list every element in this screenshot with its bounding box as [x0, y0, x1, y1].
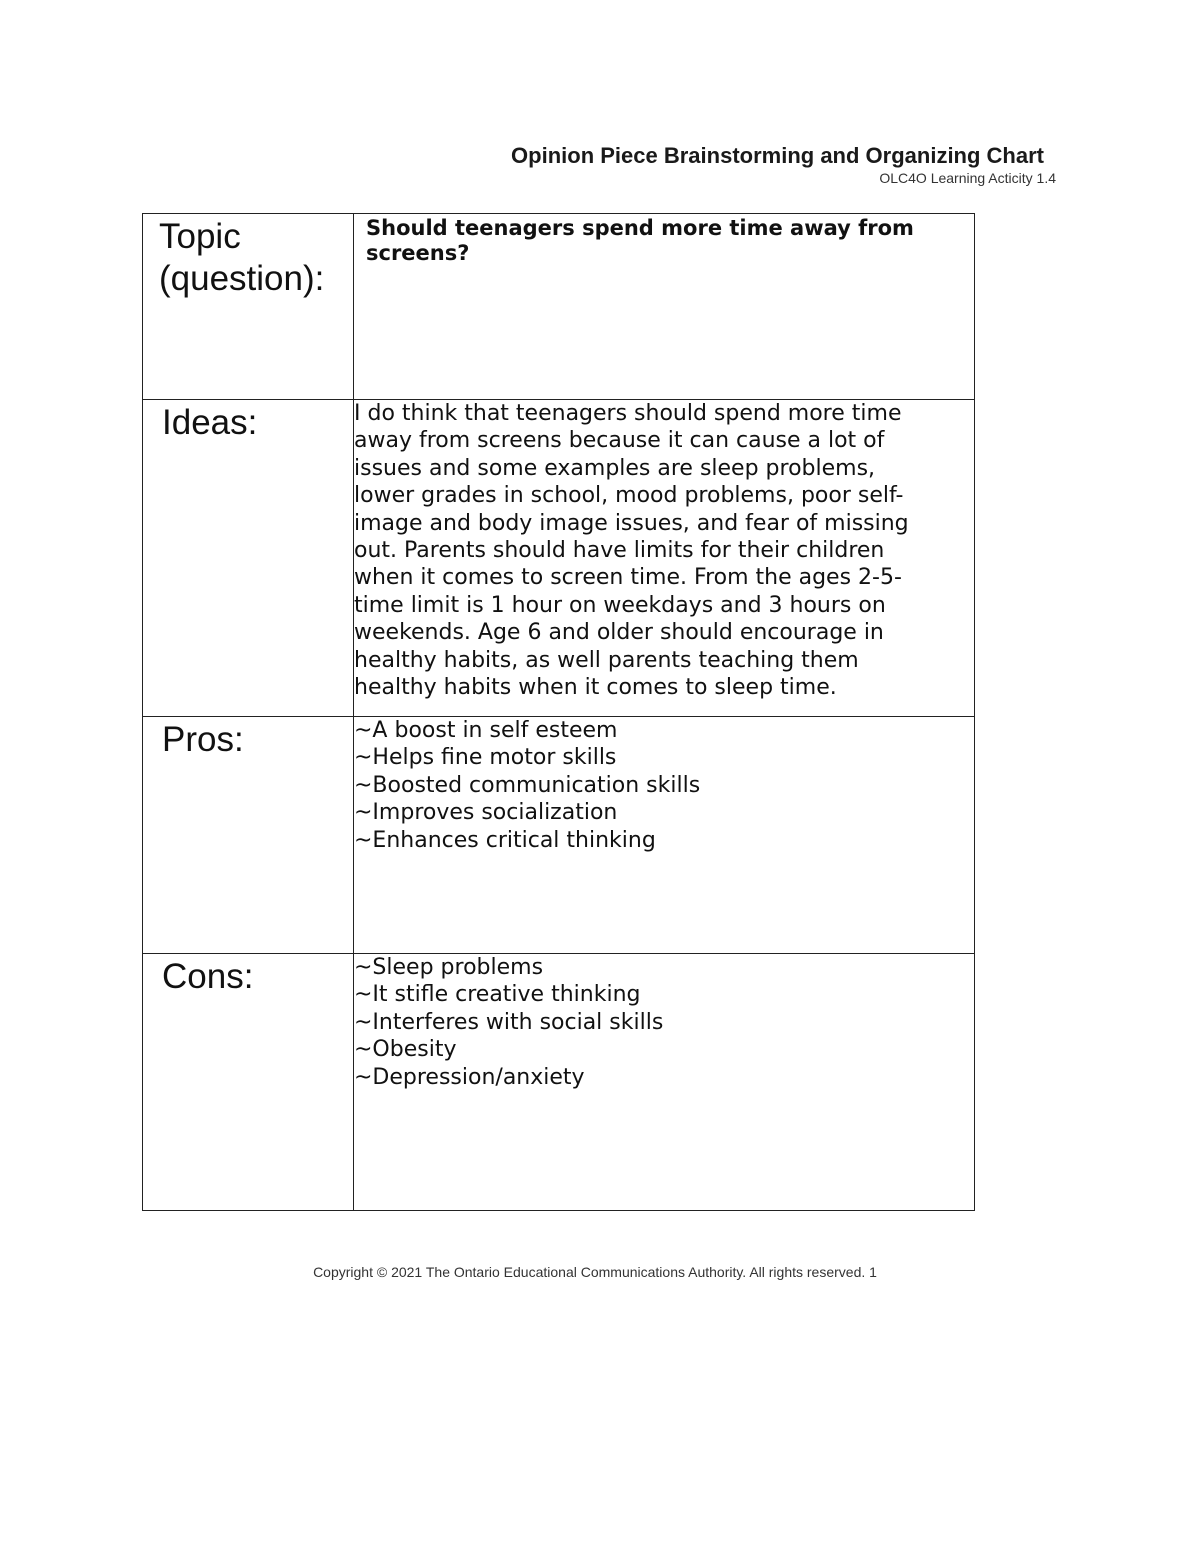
document-title: Opinion Piece Brainstorming and Organizing Chart — [511, 143, 1044, 168]
ideas-label: Ideas: — [162, 403, 258, 442]
pros-list-item: ~A boost in self esteem — [354, 718, 618, 743]
organizing-chart — [142, 213, 975, 1211]
ideas-label-cell — [143, 400, 354, 717]
ideas-line: weekends. Age 6 and older should encourage in — [354, 620, 884, 646]
pros-label: Pros: — [162, 720, 244, 759]
topic-label-line: Topic — [159, 217, 241, 256]
cons-list-item: ~It stifle creative thinking — [354, 982, 641, 1008]
cons-list-item: ~Sleep problems — [354, 955, 544, 980]
cons-content-cell — [354, 954, 975, 1211]
cons-list-item: ~Interferes with social skills — [354, 1009, 664, 1035]
cons-list-item: ~Depression/anxiety — [354, 1064, 585, 1090]
pros-list-item: ~Enhances critical thinking — [354, 827, 656, 853]
ideas-line: time limit is 1 hour on weekdays and 3 hours on — [354, 592, 886, 618]
ideas-line: when it comes to screen time. From the ages 2-5- — [354, 565, 902, 591]
ideas-content-cell — [354, 400, 975, 717]
pros-content-cell — [354, 717, 975, 954]
ideas-line: healthy habits when it comes to sleep time. — [354, 675, 837, 701]
topic-label — [143, 214, 353, 300]
ideas-line: I do think that teenagers should spend more time — [354, 401, 902, 426]
chart-row-cons — [143, 954, 975, 1211]
cons-label: Cons: — [162, 957, 254, 996]
chart-row-ideas — [143, 400, 975, 717]
ideas-line: lower grades in school, mood problems, poor self- — [354, 483, 904, 509]
ideas-line: image and body image issues, and fear of missing — [354, 510, 909, 536]
cons-list-item: ~Obesity — [354, 1037, 457, 1063]
pros-list-item: ~Boosted communication skills — [354, 772, 701, 798]
cons-list — [354, 954, 974, 1091]
ideas-line: issues and some examples are sleep problems, — [354, 455, 876, 481]
cons-label-cell — [143, 954, 354, 1211]
topic-question: Should teenagers spend more time away from screens? — [366, 216, 914, 265]
pros-list — [354, 717, 974, 854]
ideas-text — [354, 400, 974, 701]
ideas-line: away from screens because it can cause a lot of — [354, 428, 885, 454]
copyright-footer: Copyright © 2021 The Ontario Educational Communications Authority. All rights reserved. 1 — [313, 1264, 877, 1280]
topic-content-cell — [354, 214, 975, 400]
topic-label-cell — [143, 214, 354, 400]
document-subtitle: OLC4O Learning Acticity 1.4 — [879, 170, 1056, 186]
pros-list-item: ~Improves socialization — [354, 800, 618, 826]
topic-label-line: (question): — [159, 259, 325, 298]
ideas-line: healthy habits, as well parents teaching them — [354, 647, 859, 673]
pros-list-item: ~Helps fine motor skills — [354, 745, 617, 771]
pros-label-cell — [143, 717, 354, 954]
ideas-line: out. Parents should have limits for their children — [354, 538, 885, 564]
chart-row-pros — [143, 717, 975, 954]
chart-row-topic — [143, 214, 975, 400]
